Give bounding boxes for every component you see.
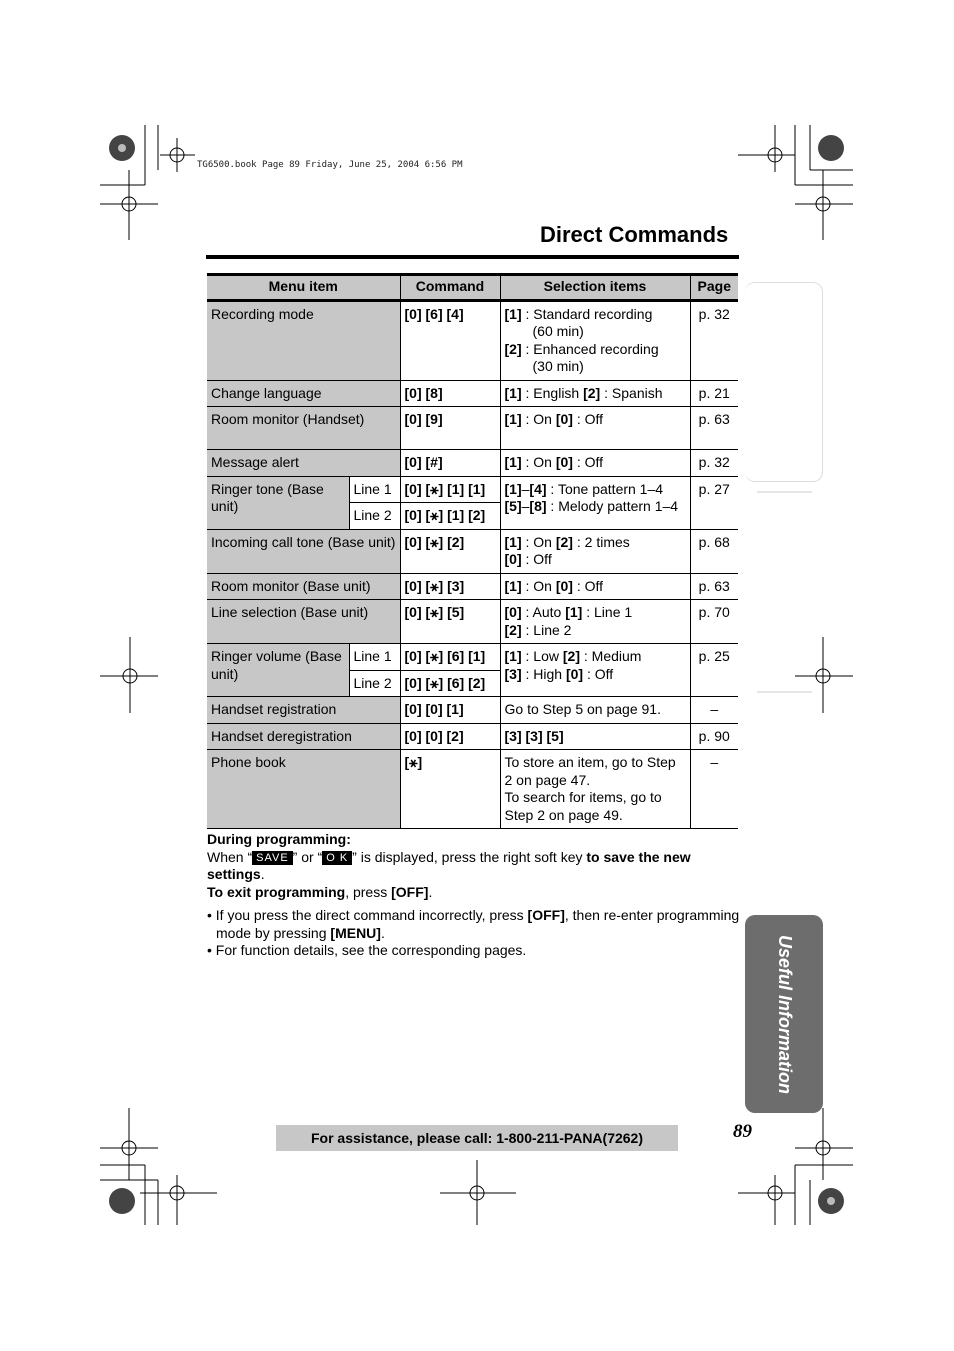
notes-text: . [380, 924, 385, 941]
dash: – [521, 480, 530, 497]
table-row [207, 750, 738, 829]
key-label: [3] [504, 665, 522, 682]
notes-text: , press [345, 883, 392, 900]
command-cell: [0] [⚹] [1] [2] [400, 503, 500, 530]
menu-item-cell: Room monitor (Base unit) [207, 573, 400, 600]
page-cell: p. 25 [690, 644, 738, 697]
selection-text: : On [521, 577, 556, 594]
selection-text: : 2 times [572, 533, 630, 550]
line-label-cell: Line 1 [349, 476, 400, 503]
command-cell: [0] [6] [4] [400, 300, 500, 380]
direct-commands-table [207, 273, 738, 829]
command-cell: [⚹] [400, 750, 500, 829]
command-cell: [0] [9] [400, 407, 500, 450]
key-label: [4] [529, 480, 547, 497]
assistance-footer: For assistance, please call: 1-800-211-PANA(7262) [276, 1125, 678, 1151]
page-cell: – [690, 697, 738, 724]
key-label: [0] [555, 577, 573, 594]
table-row [207, 644, 738, 671]
key-label: [1] [504, 648, 522, 664]
page-cell: p. 21 [690, 380, 738, 407]
page-title: Direct Commands [540, 222, 729, 247]
notes-text: ” is displayed, press the right soft key [352, 848, 587, 865]
key-label: [1] [504, 305, 522, 322]
table-row [207, 697, 738, 724]
save-instruction [207, 849, 742, 884]
command-cell: [0] [⚹] [2] [400, 529, 500, 573]
table-header-row [207, 275, 738, 301]
key-label: [2] [504, 621, 522, 638]
selection-text: To store an item, go to Step 2 on page 47. [504, 754, 676, 788]
selection-text: : On [521, 411, 556, 427]
section-tab [745, 915, 823, 1113]
notes-emphasis: To exit programming [207, 883, 346, 900]
key-label: [0] [555, 411, 573, 427]
menu-item-cell: Room monitor (Handset) [207, 407, 400, 450]
selection-text: : Enhanced recording [521, 340, 659, 357]
section-tab-label: Useful Information [774, 934, 795, 1094]
selection-cell [500, 573, 690, 600]
selection-text: : Low [521, 648, 563, 664]
selection-text: : On [521, 454, 556, 470]
selection-cell [500, 600, 690, 644]
page-cell: p. 90 [690, 723, 738, 750]
selection-text: : Standard recording [521, 305, 653, 322]
selection-text: To search for items, go to Step 2 on page 49. [504, 789, 662, 823]
menu-item-cell: Handset deregistration [207, 723, 400, 750]
notes-text: When “ [207, 848, 253, 865]
dash: – [521, 498, 530, 514]
menu-item-cell: Phone book [207, 750, 400, 829]
key-label: [0] [504, 604, 522, 620]
key-label: [5] [504, 498, 522, 514]
key-label: [1] [504, 454, 522, 470]
page-cell: p. 63 [690, 573, 738, 600]
menu-item-cell: Change language [207, 380, 400, 407]
key-label: [OFF] [527, 907, 565, 923]
table-row [207, 529, 738, 573]
selection-cell [500, 407, 690, 450]
file-info-line: TG6500.book Page 89 Friday, June 25, 2004 6:56 PM [197, 160, 463, 170]
selection-cell: [3] [3] [5] [500, 723, 690, 750]
key-label: [2] [562, 648, 580, 664]
command-cell: [0] [⚹] [6] [1] [400, 644, 500, 671]
key-label: [0] [555, 454, 573, 470]
selection-text: : Line 2 [521, 621, 572, 638]
command-cell: [0] [⚹] [3] [400, 573, 500, 600]
table-row [207, 380, 738, 407]
ok-key-label: O K [322, 851, 352, 865]
selection-text: : Off [583, 665, 614, 682]
selection-text: : High [521, 665, 566, 682]
key-label: [2] [583, 384, 601, 401]
selection-text: (60 min) [532, 323, 584, 339]
key-label: [0] [504, 551, 522, 567]
line-label-cell: Line 2 [349, 670, 400, 697]
selection-text: : English [521, 384, 584, 401]
key-label: [8] [529, 498, 547, 514]
selection-text: : Spanish [600, 384, 663, 401]
menu-item-cell: Ringer volume (Base unit) [207, 644, 349, 697]
page-cell: p. 27 [690, 476, 738, 529]
page-cell: p. 63 [690, 407, 738, 450]
menu-item-cell: Handset registration [207, 697, 400, 724]
selection-cell: Go to Step 5 on page 91. [500, 697, 690, 724]
notes-text: . [428, 883, 433, 900]
side-box [745, 282, 823, 482]
selection-text: : Line 1 [582, 604, 633, 620]
table-row [207, 300, 738, 380]
table-row [207, 450, 738, 477]
page-number: 89 [733, 1121, 752, 1142]
selection-text: : Auto [521, 604, 566, 620]
selection-text: : Off [521, 551, 552, 567]
selection-cell [500, 450, 690, 477]
notes-text: ” or “ [292, 848, 323, 865]
notes-emphasis: to save the new settings [207, 848, 691, 882]
notes-heading: During programming: [207, 831, 351, 847]
key-label: [OFF] [391, 883, 429, 900]
selection-text: : Medium [580, 648, 642, 664]
list-item [207, 907, 742, 942]
command-cell: [0] [8] [400, 380, 500, 407]
list-item: • For function details, see the corresponding pages. [207, 942, 527, 958]
selection-text: : Melody pattern 1–4 [546, 498, 679, 514]
notes-text: . [260, 866, 265, 882]
table-row [207, 723, 738, 750]
selection-cell [500, 300, 690, 380]
selection-text: : Off [572, 411, 604, 427]
key-label: [MENU] [330, 924, 381, 941]
line-label-cell: Line 1 [349, 644, 400, 671]
table-row [207, 407, 738, 450]
menu-item-cell: Message alert [207, 450, 400, 477]
selection-cell [500, 750, 690, 829]
table-row [207, 573, 738, 600]
page-cell: p. 32 [690, 300, 738, 380]
command-cell: [0] [⚹] [6] [2] [400, 670, 500, 697]
selection-text: : Off [572, 577, 604, 594]
key-label: [1] [504, 480, 522, 497]
page-cell: – [690, 750, 738, 829]
selection-cell [500, 380, 690, 407]
key-label: [1] [565, 604, 583, 620]
notes-bullets [207, 907, 742, 960]
menu-item-cell: Line selection (Base unit) [207, 600, 400, 644]
key-label: [2] [504, 340, 522, 357]
selection-text: : Off [572, 454, 604, 470]
key-label: [0] [565, 665, 584, 682]
col-header-menu-item: Menu item [207, 275, 400, 301]
selection-cell [500, 644, 690, 697]
menu-item-cell: Recording mode [207, 300, 400, 380]
page-cell: p. 70 [690, 600, 738, 644]
notes-text: , then re-enter programming mode by pressing [216, 907, 740, 941]
selection-cell [500, 529, 690, 573]
page-cell: p. 32 [690, 450, 738, 477]
selection-text: (30 min) [532, 358, 584, 374]
key-label: [1] [504, 533, 522, 550]
title-rule [206, 255, 739, 259]
notes-text: • If you press the direct command incorrectly, press [207, 907, 528, 923]
key-label: [2] [555, 533, 573, 550]
programming-notes [207, 831, 742, 960]
line-label-cell: Line 2 [349, 503, 400, 530]
table-row [207, 476, 738, 503]
menu-item-cell: Ringer tone (Base unit) [207, 476, 349, 529]
command-cell: [0] [⚹] [5] [400, 600, 500, 644]
page-cell: p. 68 [690, 529, 738, 573]
key-label: [1] [504, 411, 522, 427]
command-cell: [0] [0] [1] [400, 697, 500, 724]
command-cell: [0] [⚹] [1] [1] [400, 476, 500, 503]
selection-text: : On [521, 533, 556, 550]
table-row [207, 600, 738, 644]
exit-instruction [207, 884, 742, 902]
col-header-page: Page [690, 275, 738, 301]
col-header-selection-items: Selection items [500, 275, 690, 301]
menu-item-cell: Incoming call tone (Base unit) [207, 529, 400, 573]
selection-cell [500, 476, 690, 529]
command-cell: [0] [#] [400, 450, 500, 477]
col-header-command: Command [400, 275, 500, 301]
save-key-label: SAVE [252, 851, 293, 865]
key-label: [1] [504, 384, 522, 401]
selection-text: : Tone pattern 1–4 [546, 480, 664, 497]
key-label: [1] [504, 577, 522, 594]
command-cell: [0] [0] [2] [400, 723, 500, 750]
